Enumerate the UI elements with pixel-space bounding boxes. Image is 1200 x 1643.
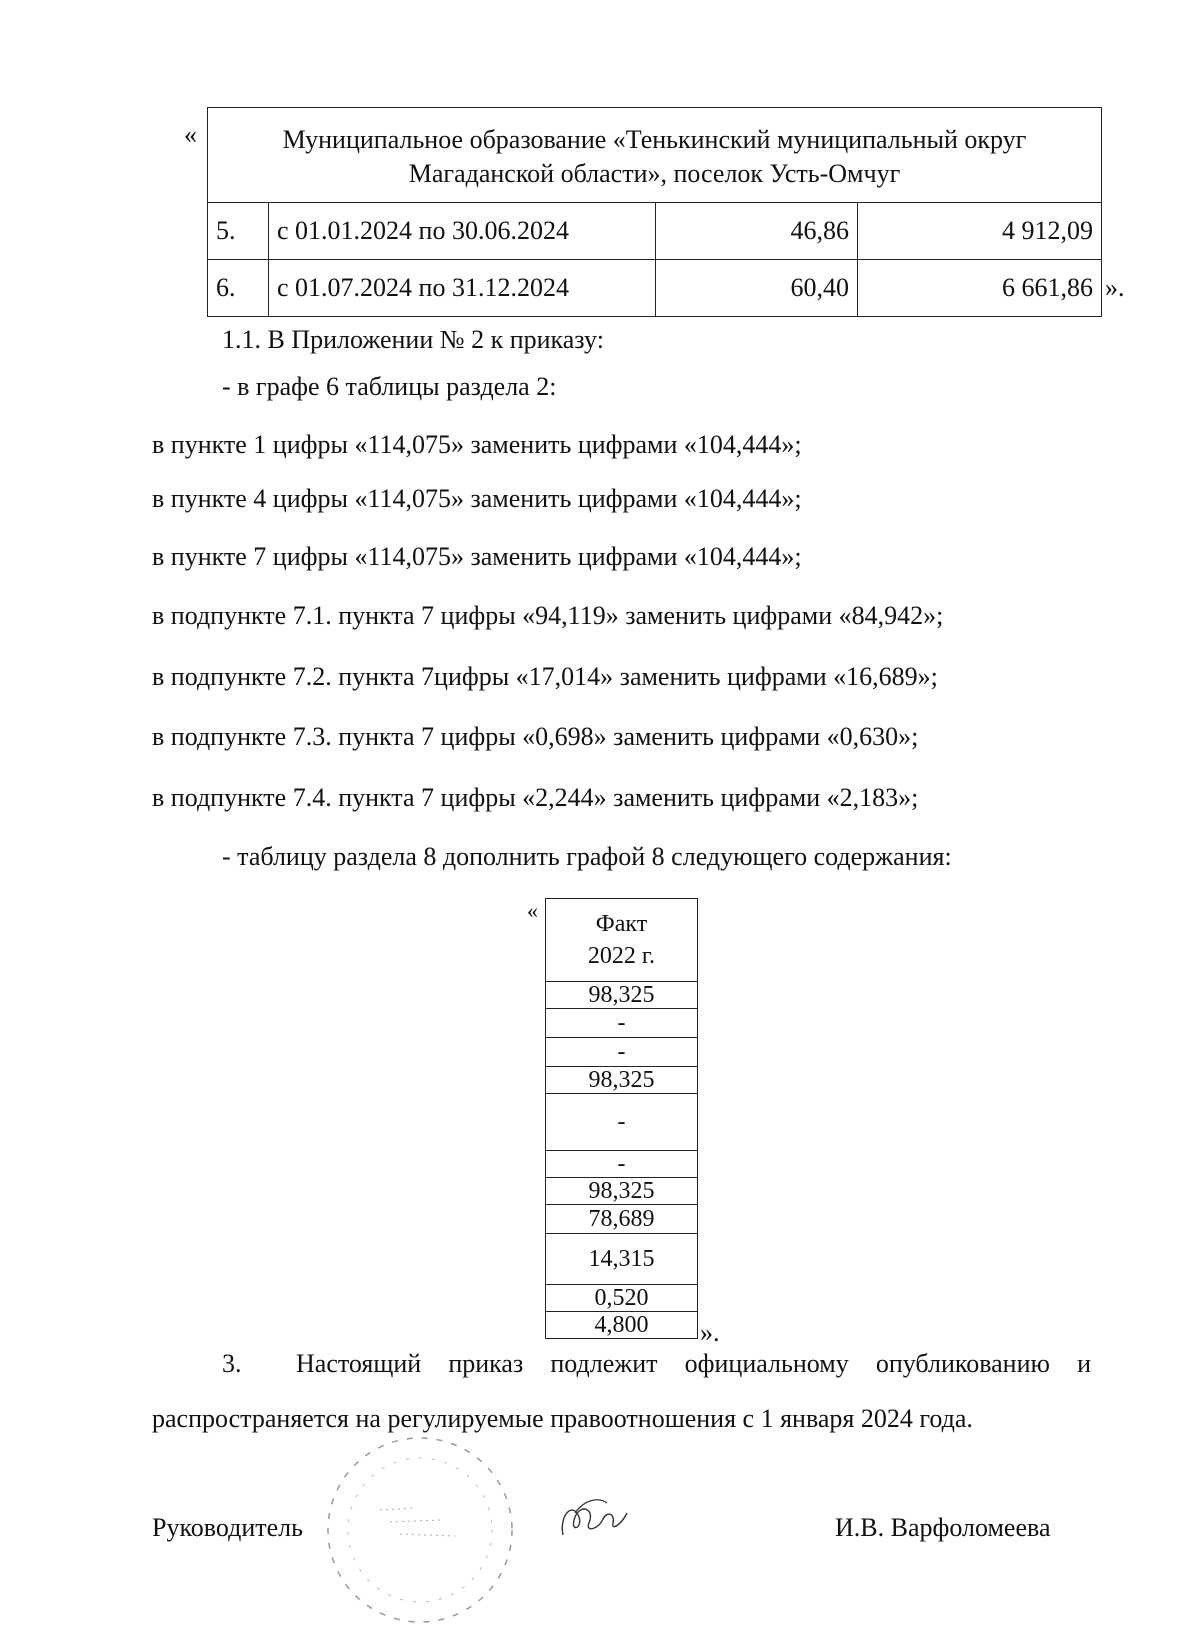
fact-header-line-2: 2022 г.: [587, 943, 656, 969]
paragraph-3-line-1: Настоящий приказ подлежит официальному опубликованию и: [296, 1349, 1091, 1378]
amendment-line: в пункте 7 цифры «114,075» заменить цифрами «104,444»;: [152, 542, 802, 571]
fact-cell: 4,800: [546, 1312, 698, 1339]
row-period: с 01.01.2024 по 30.06.2024: [269, 203, 656, 260]
row-number: 6.: [208, 260, 269, 317]
paragraph-3-number: 3.: [222, 1349, 242, 1378]
table-header: [208, 108, 1102, 203]
stamp-seal: [320, 1430, 520, 1630]
row-number: 5.: [208, 203, 269, 260]
signer-title: Руководитель: [152, 1513, 303, 1542]
fact-header: [546, 899, 698, 982]
amendment-line: в подпункте 7.3. пункта 7 цифры «0,698» заменить цифрами «0,630»;: [152, 722, 919, 751]
row-value-1: 60,40: [656, 260, 858, 317]
header-line-2: Магаданской области», поселок Усть-Омчуг: [408, 159, 901, 188]
fact-cell: 0,520: [546, 1285, 698, 1312]
amendment-line: в подпункте 7.4. пункта 7 цифры «2,244» заменить цифрами «2,183»;: [152, 783, 919, 812]
amendment-line: в пункте 4 цифры «114,075» заменить цифрами «104,444»;: [152, 484, 802, 513]
paragraph-section8: - таблицу раздела 8 дополнить графой 8 следующего содержания:: [222, 842, 952, 871]
fact-cell: 98,325: [546, 1067, 698, 1094]
close-quote: ».: [1105, 273, 1125, 302]
fact-table: [545, 898, 698, 1339]
table-row: [208, 203, 1102, 260]
fact-cell: -: [546, 1009, 698, 1038]
fact-cell: -: [546, 1094, 698, 1151]
row-period: с 01.07.2024 по 31.12.2024: [269, 260, 656, 317]
fact-cell: 14,315: [546, 1234, 698, 1285]
close-quote: ».: [700, 1318, 720, 1347]
open-quote: «: [184, 120, 197, 149]
fact-cell: -: [546, 1038, 698, 1067]
fact-cell: 98,325: [546, 1178, 698, 1205]
amendment-line: в подпункте 7.2. пункта 7цифры «17,014» заменить цифрами «16,689»;: [152, 662, 938, 691]
paragraph-1-1: 1.1. В Приложении № 2 к приказу:: [222, 325, 604, 354]
paragraph-3-line-2: распространяется на регулируемые правоотношения с 1 января 2024 года.: [152, 1404, 973, 1433]
amendment-line: в пункте 1 цифры «114,075» заменить цифрами «104,444»;: [152, 430, 802, 459]
row-value-2: 6 661,86: [858, 260, 1102, 317]
open-quote: «: [527, 898, 538, 923]
paragraph-column6: - в графе 6 таблицы раздела 2:: [222, 372, 557, 401]
header-line-1: Муниципальное образование «Тенькинский муниципальный округ: [282, 125, 1027, 154]
signer-name: И.В. Варфоломеева: [835, 1513, 1051, 1542]
table-row: [208, 260, 1102, 317]
fact-header-line-1: Факт: [595, 911, 648, 937]
row-value-1: 46,86: [656, 203, 858, 260]
row-value-2: 4 912,09: [858, 203, 1102, 260]
tariff-table: [207, 107, 1102, 317]
amendment-line: в подпункте 7.1. пункта 7 цифры «94,119» заменить цифрами «84,942»;: [152, 601, 944, 630]
fact-cell: 98,325: [546, 982, 698, 1009]
fact-cell: 78,689: [546, 1205, 698, 1234]
handwritten-signature: [555, 1495, 630, 1540]
fact-cell: -: [546, 1151, 698, 1178]
